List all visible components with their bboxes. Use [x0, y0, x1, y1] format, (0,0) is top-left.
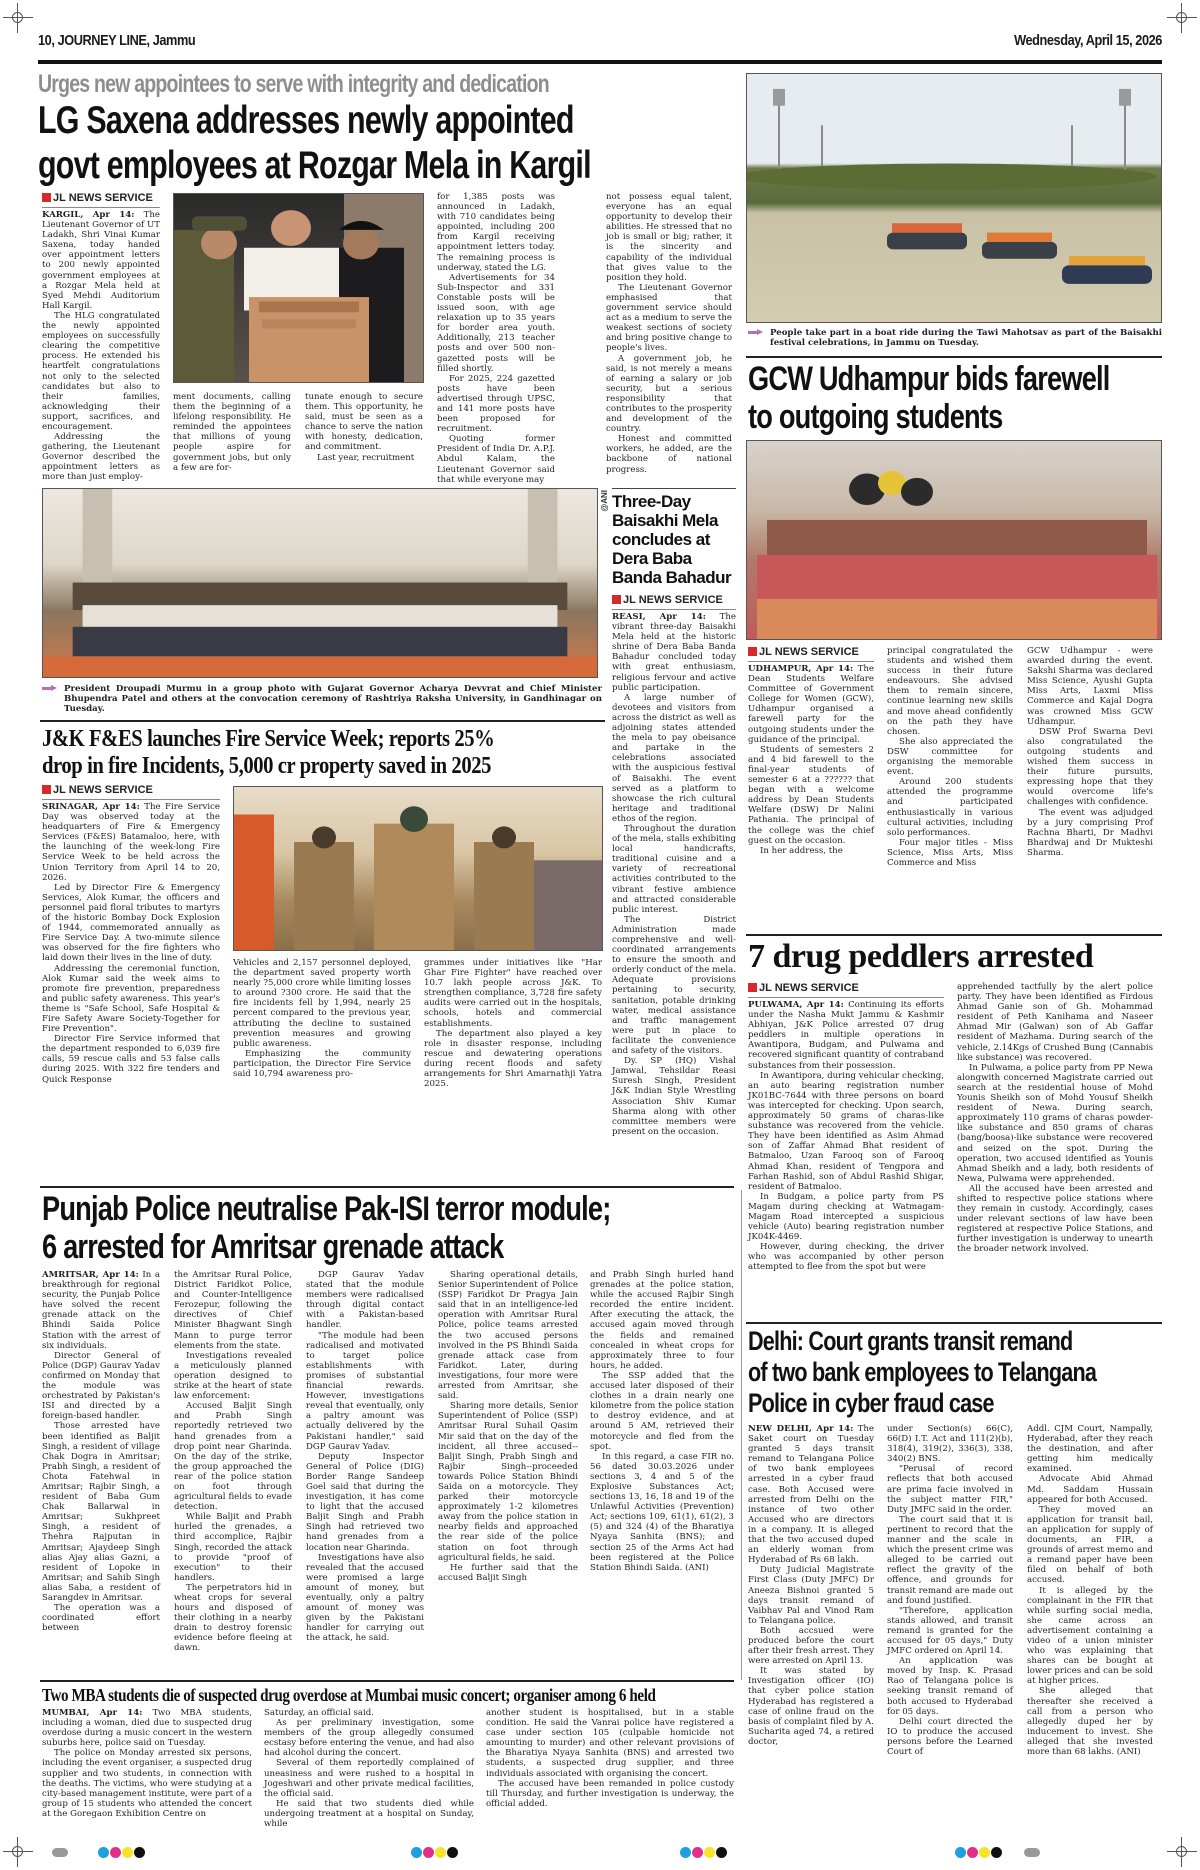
black-dot-icon [447, 1847, 458, 1858]
page-folio: 10, JOURNEY LINE, Jammu [38, 32, 196, 49]
boat-ride-photo [746, 73, 1162, 323]
delhi-story-col-3: Addl. CJM Court, Nampally, Hyderabad, after they reach the destination, and after getting him medically examined. Advocate Abid Ahmad Md. Saddam Hussain appeared for both Accused. They moved an application for transit bail, an application for supply of documents, an FIR, a grounds of arrest memo and a remand paper have been filed on behalf of both accused. It is alleged by the complainant in the FIR that while surfing social media, she came across an advertisement containing a video of a union minister who was explaining that shares can be bought at lower prices and can be sold at higher prices. She alleged that thereafter she received a call from a person who allegedly duped her by inducement to invest. She alleged that she invested more than 68 lakhs. (ANI) [1027, 1424, 1153, 1757]
column-divider [741, 1190, 742, 1680]
lg-story-col-3: tunate enough to secure them. This opportunity, he said, must be seen as a chance to serve the nation with honesty, dedication, and commitment. Last year, recruitment [305, 392, 423, 463]
lg-story-col-4: for 1,385 posts was announced in Ladakh, with 710 candidates being appointed, including 200 from Kargil receiving appointment letters today. The remaining process is underway, stated the LG. Advertisements for 34 Sub-Inspector and 331 Constable posts will be issued soon, with age relaxation up to 35 years for border area youth. Additionally, 213 teacher posts and over 500 non-gazetted posts will be filled shortly. For 2025, 224 gazetted posts have been advertised through UPSC, and 141 more posts have been proposed for recruitment. Quoting former President of India Dr. A.P.J. Abdul Kalam, the Lieutenant Governor said that while everyone may [437, 192, 555, 485]
divider [746, 356, 1162, 358]
yellow-dot-icon [979, 1847, 990, 1858]
drug-story-col-1: PULWAMA, Apr 14: Continuing its efforts under the Nasha Mukt Jammu & Kashmir Abhiyan, J&K Police arrested 07 drug peddlers in multiple operations in Awantipora, Budgam, and Pulwama and recovered significant quantity of contraband substances from their possession. In Awantipora, during vehicular checking, an auto bearing registration number JK01BC-7644 with three persons on board was intercepted for checking. Upon search, approximately 50 grams of charas-like substance was recovered from the vehicle. They have been identified as Asim Ahmad son of Zaffar Ahmad Bhat resident of Batmaloo, Uzan Farooq son of Farooq Ahmad Khan, resident of Tengpora and Farhan Rashid, son of Abdul Rashid Shigar, resident of Batmaloo. In Budgam, a police party from PS Magam during checking at Watmagam-Magam Road intercepted a suspicious vehicle (Auto) bearing registration number JK04K-4469. However, during checking, the driver who was accompanied by other person attempted to flee from the spot but were [748, 1000, 944, 1273]
punjab-story-col-3: DGP Gaurav Yadav stated that the module members were radicalised through digital contact with a Pakistan-based handler. "The module had been radicalised and motivated to target police establishments with promises of substantial financial rewards. However, investigations reveal that eventually, only a paltry amount was actually delivered by the Pakistani handler," said DGP Gaurav Yadav. Deputy Inspector General of Police (DIG) Border Range Sandeep Goel said that during the investigation, it has come to light that the accused Baljit Singh and Prabh Singh had retrieved two hand grenades from a location near Gharinda. Investigations have also revealed that the accused were promised a large amount of money, but eventually, only a paltry amount of money was given by the Pakistani handler for carrying out the attack, he said. [306, 1270, 424, 1644]
page-date: Wednesday, April 15, 2026 [1014, 32, 1162, 49]
divider [40, 1186, 734, 1188]
punjab-headline-2: 6 arrested for Amritsar grenade attack [42, 1228, 504, 1266]
gcw-farewell-photo [746, 440, 1162, 640]
punjab-story-col-2: the Amritsar Rural Police, District Faridkot Police, and Counter-Intelligence Ferozepur, following the directives of Chief Minister Bhagwant Singh Mann to purge terror elements from the state. Investigations revealed a meticulously planned operation designed to strike at the heart of state law enforcement: Accused Baljit Singh and Prabh Singh reportedly retrieved two hand grenades from a drop point near Gharinda. On the day of the strike, the group approached the rear of the police station on foot through agricultural fields to evade detection. While Baljit and Prabh hurled the grenades, a third accomplice, Rajbir Singh, recorded the attack to provide "proof of execution" to their handlers. The perpetrators hid in wheat crops for several hours and disposed of their clothing in a nearby drain to destroy forensic evidence before fleeing at dawn. [174, 1270, 292, 1654]
fire-story-col-1: SRINAGAR, Apr 14: The Fire Service Day was observed today at the headquarters of Fire & Emergency Services (F&ES) Batamaloo, here, with the launching of the week-long Fire Service Week to be held across the Union Territory from April 14 to 20, 2026. Led by Director Fire & Emergency Services, Alok Kumar, the officers and personnel paid floral tributes to martyrs of the historic Bombay Dock Explosion of 1944, commemorated annually as Fire Service Day. A two-minute silence was observed for the fire fighters who laid down their lives in the line of duty. Addressing the ceremonial function, Alok Kumar said the week aims to promote fire prevention, preparedness and public safety awareness. This year's theme is "Safe School, Safe Hospital & Fire Safety Aware Society-Together for Fire Prevention". Director Fire Service informed that the department responded to 6,039 fire calls, 59 rescue calls and 53 false calls during 2025. With 322 fire tenders and Quick Response [42, 802, 220, 1085]
lg-story-header [38, 70, 738, 188]
fire-story-col-2: Vehicles and 2,157 personnel deployed, the department saved property worth nearly ?5,000 crore while limiting losses to around ?300 crore. He said that the fire incidents fell by 1,994, nearly 25 percent compared to the previous year, attributing the decline to sustained prevention measures and growing public awareness. Emphasizing the community participation, the Director Fire Service said 10,794 awareness pro- [233, 958, 411, 1080]
red-square-icon [612, 595, 621, 604]
delhi-headline-3: Police in cyber fraud case [748, 1388, 994, 1418]
magenta-dot-icon [692, 1847, 703, 1858]
cyan-dot-icon [955, 1847, 966, 1858]
mumbai-story-col-2: Saturday, an official said. As per preliminary investigation, some members of the group allegedly consumed ecstasy before entering the venue, and had also had alcohol during the concert. Several of them reportedly complained of uneasiness and were rushed to a hospital in Jogeshwari and other private medical facilities, the official said. He said that two students died while undergoing treatment at a hospital on Sunday, while [264, 1708, 474, 1830]
gcw-farewell-photo-illustration [747, 441, 1162, 640]
lg-story-col-5: not possess equal talent, everyone has an equal opportunity to develop their abilities. He stressed that no job is small or big; rather, it is the sincerity and capability of the individual that gives value to the position they hold. The Lieutenant Governor emphasised that government service should act as a medium to serve the weakest sections of society and bring positive change to people's lives. A government job, he said, is not merely a means of earning a salary or job security, but a serious responsibility that contributes to the prosperity and development of the country. Honest and committed workers, he added, are the backbone of national progress. [606, 192, 732, 475]
delhi-headline-2: of two bank employees to Telangana [748, 1357, 1097, 1387]
fire-headline-2: drop in fire Incidents, 5,000 cr property saved in 2025 [42, 753, 492, 779]
divider [746, 934, 1162, 936]
cyan-dot-icon [680, 1847, 691, 1858]
fire-byline: JL NEWS SERVICE [42, 784, 220, 800]
divider [746, 1322, 1162, 1324]
fire-headline-1: J&K F&ES launches Fire Service Week; reports 25% [42, 726, 495, 752]
lg-story-col-1: KARGIL, Apr 14: The Lieutenant Governor of UT Ladakh, Shri Vinai Kumar Saxena, today handed over appointment letters to 200 newly appointed government employees at a Rozgar Mela held at Syed Mehdi Auditorium Hall Kargil. The HLG congratulated the newly appointed employees on successfully clearing the competitive process. He extended his heartfelt congratulations not only to the selected candidates but also to their families, acknowledging their support, sacrifices, and encouragement. Addressing the gathering, the Lieutenant Governor described the appointment letters as more than just employ- [42, 210, 160, 483]
gcw-story-col-2: principal congratulated the students and wished them success in their future endeavours. She advised them to remain sincere, continue learning new skills and move ahead confidently on the path they have chosen. She also appreciated the DSW committee for organising the memorable event. Around 200 students attended the programme and participated enthusiastically in various cultural activities, including solo performances. Four major titles - Miss Science, Miss Arts, Miss Commerce and Miss [887, 646, 1013, 868]
lg-story-kicker: Urges new appointees to serve with integrity and dedication [38, 70, 549, 98]
black-dot-icon [134, 1847, 145, 1858]
delhi-dateline: NEW DELHI, Apr 14: [748, 1424, 854, 1434]
lg-story-col-2: ment documents, calling them the beginning of a lifelong responsibility. He reminded the appointees that millions of young people aspire for government jobs, but only a few are for- [173, 392, 291, 473]
black-dot-icon [716, 1847, 727, 1858]
red-square-icon [748, 647, 757, 656]
mumbai-story-col-3: another student is hospitalised, but in a stable condition. He said the Vanrai police have registered a case under section 105 (culpable homicide not amounting to murder) and other relevant provisions of the Bharatiya Nyaya Sanhita (BNS) and arrested two students, a suspected drug supplier, and three individuals associated with organising the concert. The accused have been remanded in police custody till Thursday, and further investigation is underway, the official added. [486, 1708, 734, 1809]
mumbai-story-headline: Two MBA students die of suspected drug overdose at Mumbai music concert; organiser among 6 held [42, 1685, 656, 1705]
registration-mark-icon [3, 1837, 33, 1867]
registration-mark-icon [1167, 3, 1197, 33]
black-dot-icon [991, 1847, 1002, 1858]
divider [40, 1680, 734, 1682]
delhi-story-col-1: NEW DELHI, Apr 14: The Saket court on Tuesday granted 5 days transit remand to Telangana Police of two bank employees arrested in a cyber fraud case. Both Accused were arrested from Delhi on the instance of two other Accused who are directors in a company. It is alleged that the two accused duped an elderly woman from Hyderabad of Rs 68 lakh. Duty Judicial Magistrate First Class (Duty JMFC) Dr Aneeza Bishnoi granted 5 days transit remand of Vaibhav Pal and Vinod Ram to Telangana police. Both accsued were produced before the court after their fresh arrest. They were arrested on April 13. It was stated by Investigation officer (IO) that cyber police station Hyderabad has registered a case of online fraud on the basis of complaint filed by A. Sucharita aged 74, a retired doctor, [748, 1424, 875, 1747]
caption-arrow-icon [42, 685, 58, 692]
gcw-dateline: UDHAMPUR, Apr 14: [748, 664, 854, 674]
lg-speaker-photo-illustration [174, 194, 424, 383]
mumbai-dateline: MUMBAI, Apr 14: [42, 1708, 143, 1718]
print-gray-bar-icon [1024, 1848, 1040, 1857]
yellow-dot-icon [122, 1847, 133, 1858]
gcw-byline: JL NEWS SERVICE [748, 646, 874, 662]
punjab-story-col-1: AMRITSAR, Apr 14: In a breakthrough for regional security, the Punjab Police have solved the recent grenade attack on the Bhindi Saida Police Station with the arrest of six individuals. Director General of Police (DGP) Gaurav Yadav confirmed on Monday that the module was orchestrated by Pakistan's ISI and directed by a foreign-based handler. Those arrested have been identified as Baljit Singh, a resident of village Chak Dogra in Amritsar; Prabh Singh, a resident of Chota Fatehwal in Amritsar; Rajbir Singh, a resident of Baba Gum Chak Ballarwal in Amritsar; Sukhpreet Singh, a resident of Thehra Rajputan in Amritsar; Ajaydeep Singh alias Ajay alias Gazni, a resident of Lopoke in Amritsar; and Sahib Singh alias Saba, a resident of Sarangdev in Amritsar. The operation was a coordinated effort between [42, 1270, 160, 1634]
gcw-headline-1: GCW Udhampur bids farewell [748, 360, 1110, 398]
punjab-story-header [42, 1190, 742, 1266]
drug-story-col-2: apprehended tactfully by the alert police party. They have been identified as Firdous Ahmad Ganie son of Gh. Mohammad resident of Peth Kanihama and Naseer Ahmad Mir (Galwan) son of Ab Gaffar resident of Mazhama. During search of the vehicle, 2.14Kgs of Crushed Bung (Cannabis like substance) was recovered. In Pulwama, a police party from PP Newa alongwith concerned Magistrate carried out search at the residential house of Mohd Younis Sheikh son of Mohd Yousuf Sheikh resident of Newa. During search, approximately 110 grams of charas powder-like substance and 850 grams of charas (bang/boosa)-like substance were recovered and seized on the spot. During the operation, two accused identified as Younis Ahmad Sheikh and a lady, both residents of Newa, Pulwama were apprehended. All the accused have been arrested and shifted to respective police stations where they remain in custody. Accordingly, cases under relevant sections of law have been registered at respective Police Stations, and further investigation is underway to unearth the broader network involved. [957, 982, 1153, 1255]
divider [612, 488, 736, 489]
punjab-headline-1: Punjab Police neutralise Pak-ISI terror module; [42, 1190, 611, 1228]
punjab-story-col-4: Sharing operational details, Senior Superintendent of Police (SSP) Faridkot Dr Pragya Jain said that in an intelligence-led operation with Amritsar Rural Police, police teams arrested the two accused persons involved in the PS Bhindi Saida grenade attack case from Faridkot. Later, during investigations, four more were arrested from Amritsar, she said. Sharing more details, Senior Superintendent of Police (SSP) Amritsar Rural Suhail Qasim Mir said that on the day of the incident, all three accused--Baljit Singh, Prabh Singh and Rajbir Singh--proceeded towards Police Station Bhindi Saida on a motorcycle. They parked their motorcycle approximately 1-2 kilometres away from the police station in nearby fields and approached the rear side of the police station on foot through agricultural fields, he said. He further said that the accused Baljit Singh [438, 1270, 578, 1583]
delhi-story-header [748, 1326, 1168, 1419]
red-square-icon [42, 193, 51, 202]
mela-headline: Three-Day Baisakhi Mela concludes at Dera Baba Banda Bahadur [612, 492, 732, 587]
masthead [38, 30, 1162, 64]
yellow-dot-icon [435, 1847, 446, 1858]
mela-byline: JL NEWS SERVICE [612, 594, 736, 610]
boat-ride-photo-illustration [747, 74, 1162, 323]
murmu-photo-caption: President Droupadi Murmu in a group photo with Gujarat Governor Acharya Devvrat and Chief Minister Bhupendra Patel and others at the convocation ceremony of Rashtriya Raksha University, in Gandhinagar on Tuesday. [42, 684, 602, 714]
magenta-dot-icon [110, 1847, 121, 1858]
murmu-group-photo-illustration [43, 489, 598, 678]
fire-dateline: SRINAGAR, Apr 14: [42, 802, 140, 812]
cmyk-color-dots [411, 1847, 458, 1858]
cmyk-color-dots [955, 1847, 1002, 1858]
fire-service-photo-illustration [234, 787, 603, 951]
cmyk-color-dots [680, 1847, 727, 1858]
photo-credit: @ANI [600, 490, 609, 512]
mela-dateline: REASI, Apr 14: [612, 612, 706, 622]
gcw-story-header [748, 360, 1168, 436]
fire-story-col-3: grammes under initiatives like "Har Ghar Fire Fighter" have reached over 10.7 lakh people across J&K. To strengthen compliance, 3,728 fire safety audits were carried out in the hospitals, schools, hotels and commercial establishments. The department also played a key role in disaster response, including rescue and dewatering operations during recent floods and safety arrangements for Shri Amarnathji Yatra 2025. [424, 958, 602, 1090]
caption-arrow-icon [748, 329, 764, 336]
lg-story-headline-2: govt employees at Rozgar Mela in Kargil [38, 144, 591, 187]
lg-speaker-photo [173, 193, 424, 383]
mela-story-header [612, 492, 736, 587]
gcw-story-col-3: GCW Udhampur - were awarded during the event. Sakshi Sharma was declared Miss Science, Ayushi Gupta Miss Arts, Laxmi Miss Commerce and Kajal Dogra was crowned Miss GCW Udhampur. DSW Prof Swarna Devi also congratulated the outgoing students and wished them success in their future pursuits, expressing hope that they would overcome life's challenges with confidence. The event was adjudged by a jury comprising Prof Rachna Bharti, Dr Madhvi Bhardwaj and Dr Mukteshi Sharma. [1027, 646, 1153, 858]
lg-byline: JL NEWS SERVICE [42, 192, 160, 208]
drug-dateline: PULWAMA, Apr 14: [748, 1000, 844, 1010]
lg-story-headline-1: LG Saxena addresses newly appointed [38, 99, 574, 142]
drug-story-headline: 7 drug peddlers arrested [748, 938, 1094, 975]
cyan-dot-icon [98, 1847, 109, 1858]
red-square-icon [748, 983, 757, 992]
fire-service-photo [233, 786, 603, 951]
gcw-story-col-1: UDHAMPUR, Apr 14: The Dean Students Welfare Committee of Government College for Women (GCW), Udhampur organised a farewell party for the outgoing students under the guidance of the principal. Students of semesters 2 and 4 bid farewell to the final-year students of semester 6 at a ?????? that began with a welcome address by Dean Students Welfare (DSW) Dr Nalini Pathania. The principal of the college was the chief guest on the occasion. In her address, the [748, 664, 874, 856]
delhi-headline-1: Delhi: Court grants transit remand [748, 1326, 1073, 1356]
drug-byline: JL NEWS SERVICE [748, 982, 944, 998]
delhi-story-col-2: under Section(s) 66(C), 66(D) I.T. Act and 111(2)(b), 318(4), 319(2), 336(3), 338, 340(2) BNS. "Perusal of record reflects that both accused are prima facie involved in the subject matter FIR," Duty JMFC said in the order. The court said that it is pertinent to record that the manner and the scale in which the present crime was alleged to be carried out reflect the gravity of the offence, and grounds for transit remand are made out and found justified. "Therefore, application stands allowed, and transit remand is granted for the accused for 05 days," Duty JMFC ordered on April 14. An application was moved by Insp. K. Prasad Rao of Telangana police is seeking transit remand of both accused to Hyderabad for 05 days. Delhi court directed the IO to produce the accused persons before the Learned Court of [887, 1424, 1013, 1757]
lg-dateline: KARGIL, Apr 14: [42, 210, 135, 220]
mumbai-story-col-1: MUMBAI, Apr 14: Two MBA students, including a woman, died due to suspected drug overdose during a music concert in the western suburbs here, police said on Tuesday. The police on Monday arrested six persons, including the event organiser, a suspected drug supplier and two students, in connection with the deaths. The victims, who were studying at a city-based management institute, were part of a group of 15 students who attended the concert at the Goregaon Exhibition Centre on [42, 1708, 252, 1819]
murmu-group-photo [42, 488, 598, 678]
divider [40, 720, 605, 722]
punjab-story-col-5: and Prabh Singh hurled hand grenades at the police station, while the accused Rajbir Singh recorded the entire incident. After executing the attack, the accused again moved through the fields and remained concealed in wheat crops for approximately three to four hours, he added. The SSP added that the accused later disposed of their clothes in a drain nearly one kilometre from the police station to destroy evidence, and at around 5 AM, retrieved their motorcycle and fled from the spot. In this regard, a case FIR no. 56 dated 30.03.2026 under sections 3, 4 and 5 of the Explosive Substances Act; sections 13, 16, 18 and 19 of the Unlawful Activities (Prevention) Act; sections 109, 61(1), 61(2), 3 (5) and 324 (4) of the Bharatiya Nyaya Sanhita (BNS); and section 25 of the Arms Act had been registered at the Police Station Bhindi Saida. (ANI) [590, 1270, 734, 1573]
punjab-dateline: AMRITSAR, Apr 14: [42, 1270, 139, 1280]
magenta-dot-icon [967, 1847, 978, 1858]
boat-photo-caption: People take part in a boat ride during the Tawi Mahotsav as part of the Baisakhi festival celebrations, in Jammu on Tuesday. [748, 328, 1162, 348]
gcw-headline-2: to outgoing students [748, 398, 1003, 436]
magenta-dot-icon [423, 1847, 434, 1858]
cyan-dot-icon [411, 1847, 422, 1858]
cmyk-color-dots [98, 1847, 145, 1858]
red-square-icon [42, 785, 51, 794]
registration-mark-icon [3, 3, 33, 33]
mela-story-col-1: REASI, Apr 14: The vibrant three-day Baisakhi Mela held at the historic shrine of Dera Baba Banda Bahadur concluded today with great enthusiasm, religious fervour and active public participation. A large number of devotees and visitors from across the district as well as adjoining states attended the mela to pay obeisance and partake in the celebrations associated with the auspicious festival of Baisakhi. The event served as a platform to showcase the rich cultural heritage and traditional ethos of the region. Throughout the duration of the mela, stalls exhibiting local handicrafts, traditional cuisine and a variety of recreational activities contributed to the vibrant festive ambience and attracted considerable public interest. The District Administration made comprehensive and well-coordinated arrangements to ensure the smooth and orderly conduct of the mela. Adequate provisions pertaining to security, sanitation, potable drinking water, medical assistance and traffic management were put in place to facilitate the convenience and safety of the visitors. Dy. SP (HQ) Vishal Jamwal, Tehsildar Reasi Suresh Singh, President J&K Indian Style Wrestling Association Shiv Kumar Sharma along with other committee members were present on the occasion. [612, 612, 737, 1137]
yellow-dot-icon [704, 1847, 715, 1858]
print-gray-bar-icon [52, 1848, 68, 1857]
fire-story-header [42, 726, 524, 780]
registration-mark-icon [1167, 1837, 1197, 1867]
